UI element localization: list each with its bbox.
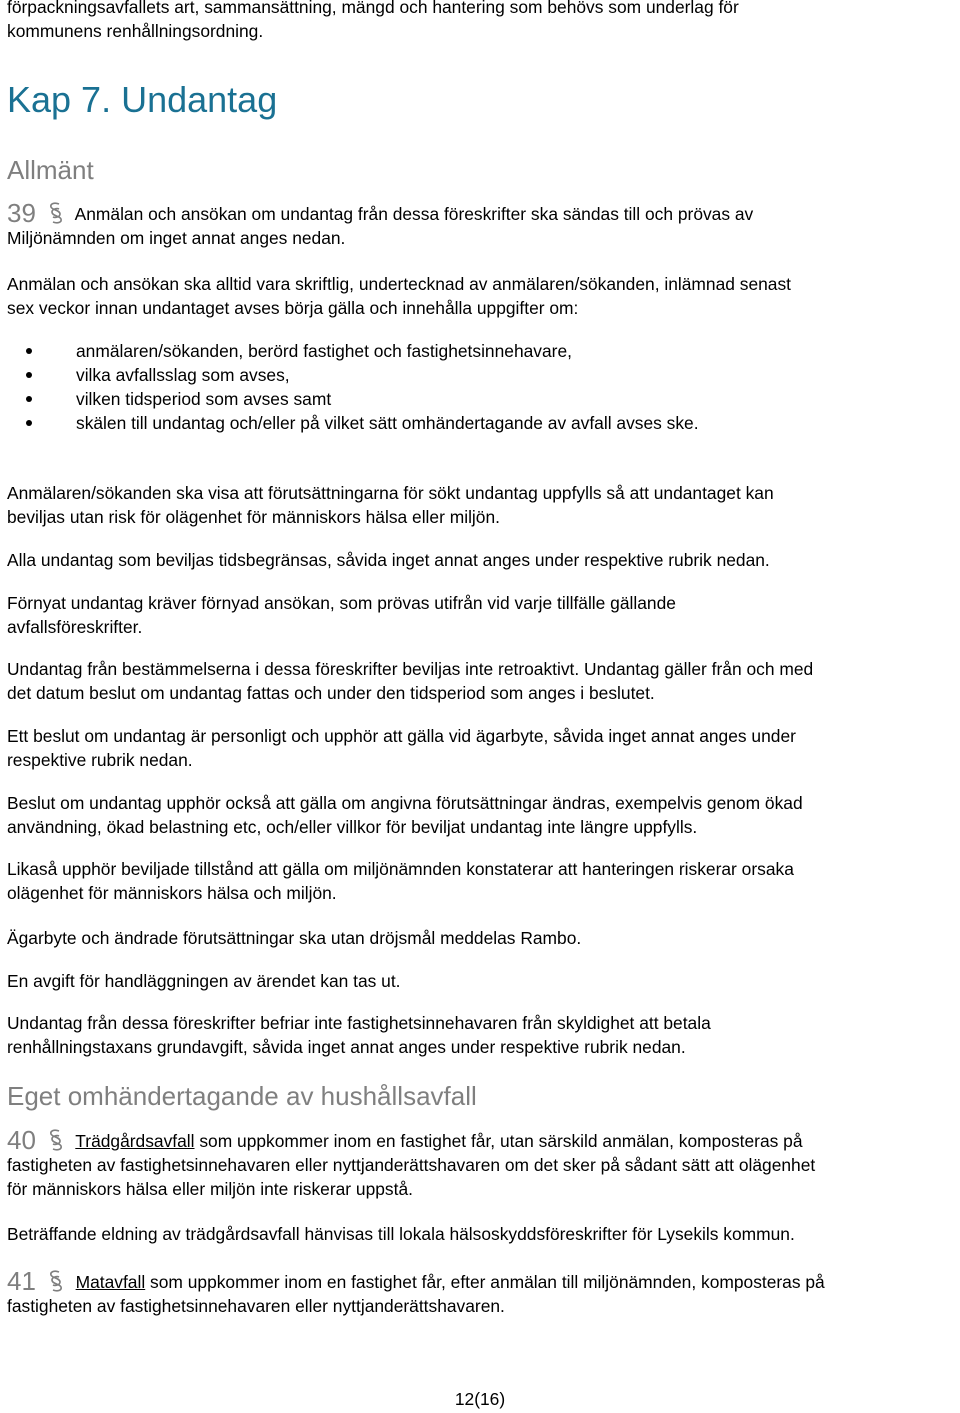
paragraph: Beslut om undantag upphör också att gälla om angivna förutsättningar ändras, exempelvis genom ökad användning, ökad belastning etc, och/eller villkor för beviljat undantag inte längre uppfylls. [7, 793, 803, 837]
paragraph-sign-icon [43, 1268, 69, 1294]
list-item: skälen till undantag och/eller på vilket sätt omhändertagande av avfall avses ske. [7, 411, 699, 435]
paragraph: Förnyat undantag kräver förnyad ansökan, som prövas utifrån vid varje tillfälle gällande avfallsföreskrifter. [7, 593, 676, 637]
paragraph: En avgift för handläggningen av ärendet kan tas ut. [7, 971, 401, 991]
section-number-39: 39 [7, 198, 36, 228]
top-fragment-line1: förpackningsavfallets art, sammansättning, mängd och hantering som behövs som underlag för [7, 0, 739, 17]
paragraph-sign-icon [43, 1127, 69, 1153]
top-fragment-line2: kommunens renhållningsordning. [7, 21, 264, 41]
section-number-40: 40 [7, 1125, 36, 1155]
chapter-title: Kap 7. Undantag [7, 79, 278, 120]
paragraph: Alla undantag som beviljas tidsbegränsas, såvida inget annat anges under respektive rubrik nedan. [7, 550, 770, 570]
paragraph: Undantag från bestämmelserna i dessa föreskrifter beviljas inte retroaktivt. Undantag gäller från och med det datum beslut om undantag fattas och under den tidsperiod som anges i beslutet. [7, 659, 814, 703]
paragraph: Ägarbyte och ändrade förutsättningar ska utan dröjsmål meddelas Rambo. [7, 928, 582, 948]
requirements-line2: sex veckor innan undantaget avses börja gälla och innehålla uppgifter om: [7, 298, 579, 318]
paragraph: Likaså upphör beviljade tillstånd att gälla om miljönämnden konstaterar att hanteringen riskerar orsaka olägenhet för människors hälsa och miljön. [7, 859, 794, 903]
section-39-line2: Miljönämnden om inget annat anges nedan. [7, 228, 346, 248]
list-item: vilken tidsperiod som avses samt [7, 387, 699, 411]
list-item: vilka avfallsslag som avses, [7, 363, 699, 387]
section-number-41: 41 [7, 1266, 36, 1296]
requirements-line1: Anmälan och ansökan ska alltid vara skriftlig, undertecknad av anmälaren/sökanden, inlämnad senast [7, 274, 791, 294]
bullet-icon [26, 420, 32, 426]
section-own-disposal-heading: Eget omhändertagande av hushållsavfall [7, 1081, 477, 1111]
requirements-list [7, 339, 699, 435]
bullet-icon [26, 348, 32, 354]
section-39 [7, 200, 753, 250]
list-item: anmälaren/sökanden, berörd fastighet och fastighetsinnehavare, [7, 339, 699, 363]
section-41: 41 Matavfall som uppkommer inom en fastighet får, efter anmälan till miljönämnden, komposteras på fastigheten av fastighetsinnehavaren eller nyttjanderättshavaren. [7, 1266, 825, 1316]
paragraph: Ett beslut om undantag är personligt och upphör att gälla vid ägarbyte, såvida inget annat anges under respektive rubrik nedan. [7, 726, 796, 770]
term-food-waste: Matavfall [75, 1272, 146, 1292]
term-garden-waste: Trädgårdsavfall [75, 1131, 195, 1151]
section-39-line1: Anmälan och ansökan om undantag från dessa föreskrifter ska sändas till och prövas av [74, 204, 754, 224]
section-40: 40 Trädgårdsavfall som uppkommer inom en fastighet får, utan särskild anmälan, komposteras på fastigheten av fastighetsinnehavaren eller nyttjanderättshavaren om det sker på sådant sätt att olägenhet för människors hälsa eller miljön inte riskerar uppstå. [7, 1125, 816, 1199]
section-general-heading: Allmänt [7, 155, 94, 185]
page-number: 12(16) [454, 1389, 506, 1409]
paragraph: Anmälaren/sökanden ska visa att förutsättningarna för sökt undantag uppfylls så att undantaget kan beviljas utan risk för olägenhet för människors hälsa eller miljön. [7, 483, 774, 527]
bullet-icon [26, 372, 32, 378]
paragraph-sign-icon [43, 200, 69, 226]
burning-paragraph: Beträffande eldning av trädgårdsavfall hänvisas till lokala hälsoskyddsföreskrifter för Lysekils kommun. [7, 1224, 795, 1244]
paragraph: Undantag från dessa föreskrifter befriar inte fastighetsinnehavaren från skyldighet att betala renhållningstaxans grundavgift, såvida inget annat anges under respektive rubrik nedan. [7, 1013, 711, 1057]
bullet-icon [26, 396, 32, 402]
